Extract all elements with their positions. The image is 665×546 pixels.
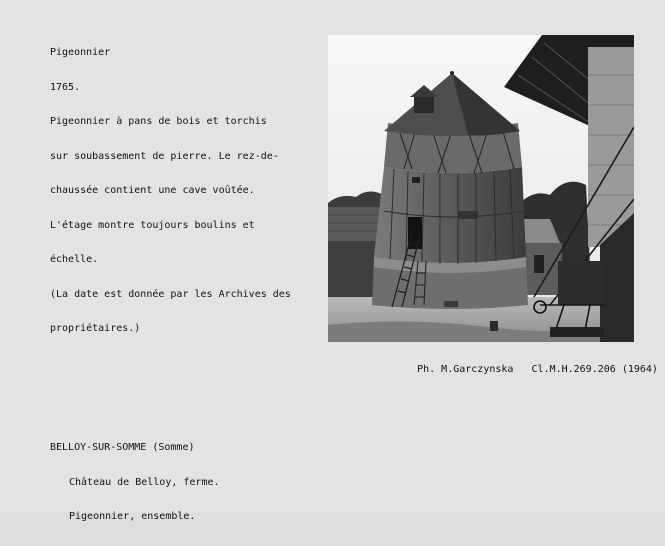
description-line: (La date est donnée par les Archives des bbox=[50, 288, 291, 300]
photo-illustration bbox=[328, 35, 634, 342]
photo-year: (1964) bbox=[621, 363, 658, 375]
tower-timber-body bbox=[374, 167, 526, 263]
description-line: L'étage montre toujours boulins et bbox=[50, 219, 255, 231]
location-site: Château de Belloy, ferme. bbox=[69, 476, 220, 488]
description-line: échelle. bbox=[50, 254, 99, 265]
description-block bbox=[50, 24, 291, 358]
roof-finial bbox=[450, 71, 454, 75]
description-line: 1765. bbox=[50, 81, 81, 93]
photographer-credit: Ph. M.Garczynska bbox=[417, 363, 514, 375]
dormer-opening bbox=[414, 97, 434, 113]
location-commune: BELLOY-SUR-SOMME (Somme) bbox=[50, 442, 195, 453]
right-building-door bbox=[534, 255, 544, 273]
description-line: Pigeonnier bbox=[50, 47, 111, 58]
wood-pile bbox=[444, 301, 458, 307]
ground-object bbox=[490, 321, 498, 331]
description-line: propriétaires.) bbox=[50, 323, 141, 334]
dovecote-photograph bbox=[328, 35, 634, 342]
location-item: Pigeonnier, ensemble. bbox=[69, 511, 196, 522]
cart-base bbox=[550, 327, 604, 337]
description-line: chaussée contient une cave voûtée. bbox=[50, 185, 255, 196]
tower-boulin-openings bbox=[458, 211, 478, 219]
farm-cart bbox=[558, 261, 604, 305]
photo-credit-line bbox=[393, 352, 658, 387]
description-line: Pigeonnier à pans de bois et torchis bbox=[50, 116, 267, 127]
tower-window bbox=[412, 177, 420, 183]
description-line: sur soubassement de pierre. Le rez-de- bbox=[50, 150, 279, 162]
left-building-roof bbox=[328, 207, 384, 241]
photo-reference: Cl.M.H.269.206 bbox=[531, 363, 616, 375]
location-block bbox=[50, 419, 220, 546]
brick-pillar bbox=[588, 47, 634, 247]
